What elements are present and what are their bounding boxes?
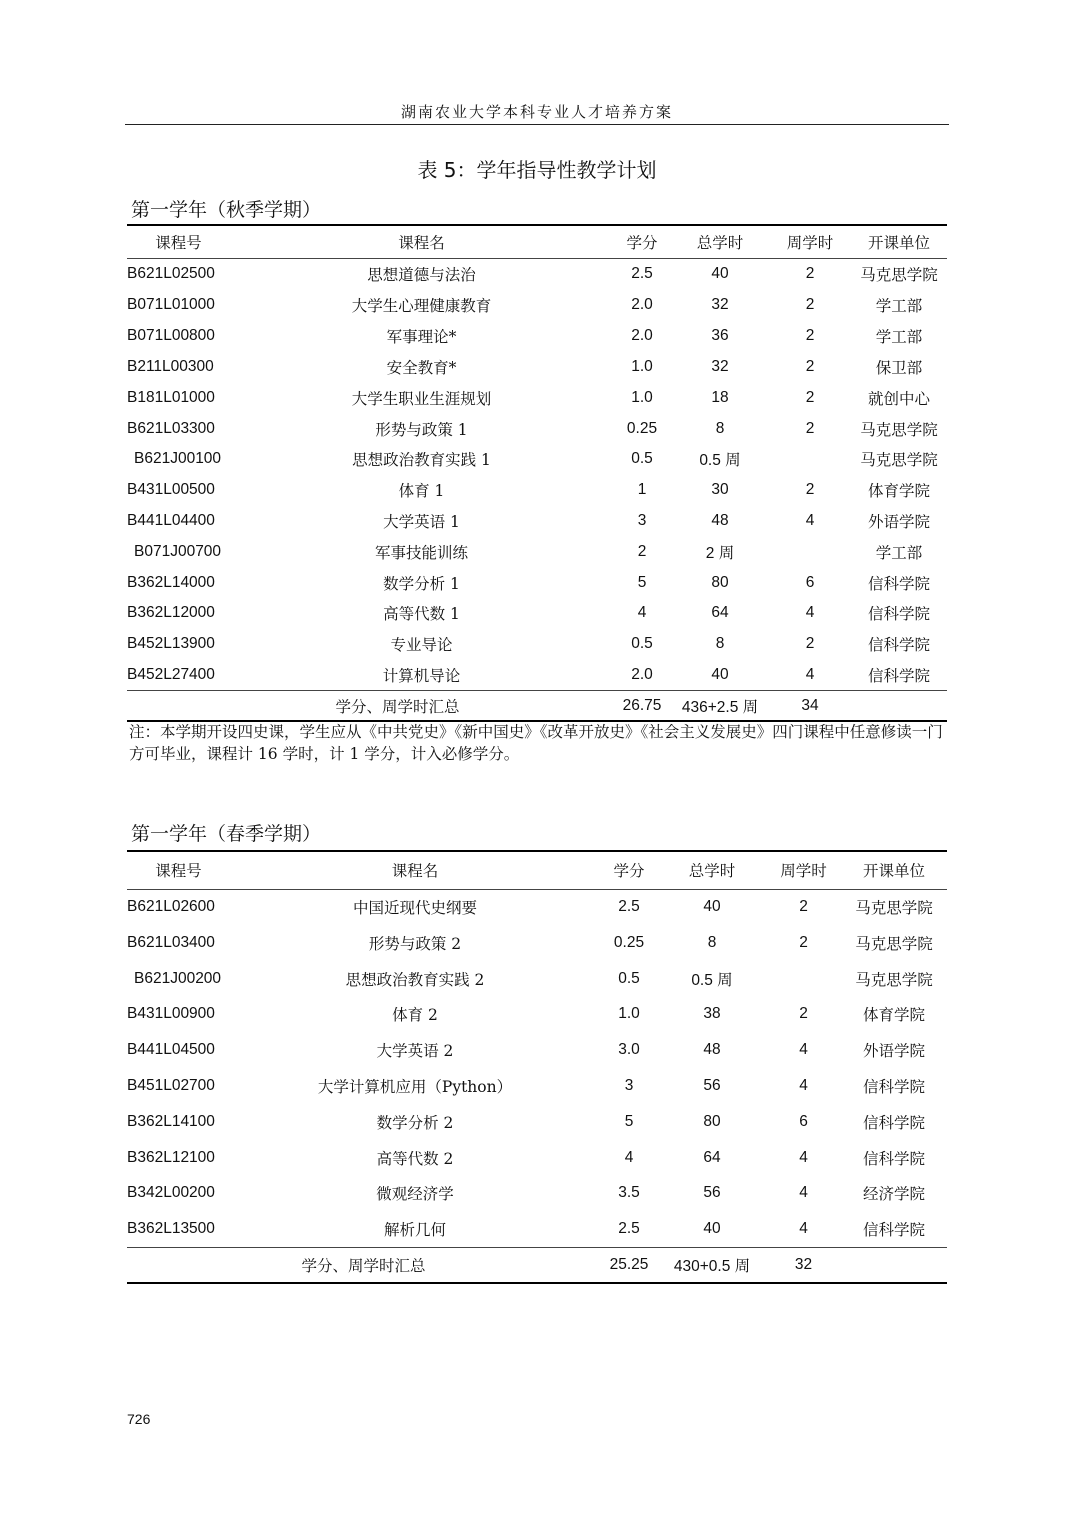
column-header-code: 课程号 bbox=[155, 862, 202, 881]
course-weekly-hours: 4 bbox=[799, 1077, 808, 1095]
table-row bbox=[127, 382, 947, 413]
course-hours: 38 bbox=[703, 1005, 721, 1023]
course-code: B441L04400 bbox=[127, 511, 215, 529]
course-credits: 0.5 bbox=[631, 635, 653, 653]
course-weekly-hours: 4 bbox=[799, 1220, 808, 1238]
course-department: 信科学院 bbox=[862, 1078, 925, 1097]
course-weekly-hours: 2 bbox=[805, 357, 815, 375]
table-row bbox=[127, 1211, 947, 1247]
course-name: 安全教育* bbox=[386, 358, 457, 377]
course-name: 思想道德与法治 bbox=[230, 258, 613, 290]
course-hours: 0.5 周 bbox=[699, 452, 741, 470]
course-code: B071L00800 bbox=[127, 327, 215, 345]
course-credits: 0.5 bbox=[631, 450, 653, 468]
course-code: B452L13900 bbox=[127, 635, 215, 653]
course-credits: 1.0 bbox=[631, 388, 653, 406]
course-hours: 40 bbox=[658, 889, 766, 925]
course-department: 马克思学院 bbox=[855, 970, 933, 989]
table-row bbox=[127, 660, 947, 691]
course-hours: 40 bbox=[703, 1220, 721, 1238]
course-name: 大学计算机应用（Python） bbox=[317, 1078, 513, 1097]
course-name: 军事技能训练 bbox=[374, 543, 468, 562]
table-row bbox=[127, 1140, 947, 1176]
column-header-dept: 开课单位 bbox=[862, 862, 925, 881]
course-weekly-hours: 2 bbox=[766, 889, 841, 925]
column-header-hours: 总学时 bbox=[696, 233, 744, 252]
table-row bbox=[127, 475, 947, 506]
course-weekly-hours: 4 bbox=[805, 665, 815, 683]
course-hours: 18 bbox=[711, 388, 729, 406]
course-hours: 64 bbox=[711, 604, 729, 622]
course-code: B362L12000 bbox=[127, 604, 215, 622]
course-hours: 56 bbox=[703, 1077, 721, 1095]
course-hours: 32 bbox=[711, 296, 729, 314]
course-credits: 3 bbox=[637, 511, 647, 529]
course-department: 信科学院 bbox=[867, 636, 930, 655]
table-row bbox=[127, 598, 947, 629]
course-name: 思想政治教育实践 2 bbox=[345, 970, 485, 989]
course-weekly-hours: 2 bbox=[805, 635, 815, 653]
course-credits: 1.0 bbox=[618, 1005, 640, 1023]
course-name: 数学分析 2 bbox=[376, 1113, 454, 1132]
course-department: 马克思学院 bbox=[841, 889, 947, 925]
course-credits: 4 bbox=[637, 604, 647, 622]
course-weekly-hours: 4 bbox=[799, 1041, 808, 1059]
course-weekly-hours: 4 bbox=[799, 1184, 808, 1202]
table-row bbox=[127, 1068, 947, 1104]
course-code: B451L02700 bbox=[127, 1077, 215, 1095]
course-code: B362L14000 bbox=[127, 573, 215, 591]
course-hours: 64 bbox=[703, 1148, 721, 1166]
spring-semester-heading: 第一学年（春季学期） bbox=[131, 823, 322, 845]
summary-label: 学分、周学时汇总 bbox=[301, 1256, 426, 1275]
course-credits: 2.5 bbox=[600, 889, 658, 925]
column-header-hours: 总学时 bbox=[688, 862, 736, 881]
course-department: 马克思学院 bbox=[855, 934, 933, 953]
table-row bbox=[127, 997, 947, 1033]
course-department: 信科学院 bbox=[862, 1113, 925, 1132]
course-hours: 8 bbox=[715, 419, 725, 437]
summary-hours: 436+2.5 周 bbox=[681, 698, 759, 716]
course-department: 就创中心 bbox=[867, 389, 930, 408]
table-header-row bbox=[127, 851, 947, 889]
course-department: 学工部 bbox=[875, 297, 923, 316]
course-name: 大学英语 1 bbox=[383, 512, 460, 531]
table-row bbox=[127, 1032, 947, 1068]
course-hours: 40 bbox=[711, 665, 729, 683]
course-weekly-hours bbox=[769, 536, 851, 567]
course-code: B362L13500 bbox=[127, 1220, 215, 1238]
spring-course-table bbox=[127, 850, 947, 1284]
course-department: 保卫部 bbox=[875, 358, 923, 377]
course-weekly-hours: 4 bbox=[799, 1148, 808, 1166]
course-code: B181L01000 bbox=[127, 388, 215, 406]
course-weekly-hours bbox=[766, 961, 841, 997]
table-row bbox=[127, 567, 947, 598]
course-name: 计算机导论 bbox=[382, 666, 461, 685]
course-hours: 40 bbox=[671, 258, 769, 290]
course-hours: 8 bbox=[715, 635, 725, 653]
course-department: 信科学院 bbox=[867, 574, 930, 593]
course-hours: 80 bbox=[711, 573, 729, 591]
course-credits: 5 bbox=[624, 1112, 634, 1130]
course-credits: 3 bbox=[624, 1077, 634, 1095]
course-name: 数学分析 1 bbox=[383, 574, 460, 593]
column-header-name: 课程名 bbox=[391, 862, 439, 881]
course-weekly-hours: 2 bbox=[805, 327, 815, 345]
course-credits: 0.5 bbox=[618, 969, 640, 987]
course-weekly-hours bbox=[769, 444, 851, 475]
course-department: 马克思学院 bbox=[860, 420, 938, 439]
table-row bbox=[127, 629, 947, 660]
course-weekly-hours: 2 bbox=[805, 296, 815, 314]
course-code: B342L00200 bbox=[127, 1184, 215, 1202]
course-hours: 8 bbox=[707, 933, 717, 951]
summary-row bbox=[127, 690, 947, 721]
course-name: 大学英语 2 bbox=[376, 1042, 454, 1061]
course-department: 外语学院 bbox=[862, 1042, 925, 1061]
table-caption: 表 5：学年指导性教学计划 bbox=[417, 158, 657, 182]
course-name: 体育 1 bbox=[398, 482, 445, 501]
course-credits: 2.5 bbox=[613, 258, 671, 290]
course-hours: 56 bbox=[703, 1184, 721, 1202]
course-code: B621L02500 bbox=[127, 258, 230, 290]
course-hours: 32 bbox=[711, 357, 729, 375]
summary-hours: 430+0.5 周 bbox=[673, 1257, 751, 1275]
course-weekly-hours: 2 bbox=[769, 258, 851, 290]
course-name: 专业导论 bbox=[390, 636, 453, 655]
course-credits: 2.0 bbox=[631, 296, 653, 314]
column-header-name: 课程名 bbox=[398, 233, 445, 252]
course-name: 思想政治教育实践 1 bbox=[352, 451, 491, 470]
course-department: 马克思学院 bbox=[851, 258, 947, 290]
summary-row bbox=[127, 1247, 947, 1283]
course-code: B071L01000 bbox=[127, 296, 215, 314]
course-code: B441L04500 bbox=[127, 1041, 215, 1059]
course-department: 信科学院 bbox=[867, 605, 930, 624]
course-department: 信科学院 bbox=[867, 666, 930, 685]
course-weekly-hours: 2 bbox=[805, 388, 815, 406]
course-code: B452L27400 bbox=[127, 665, 215, 683]
course-credits: 2 bbox=[637, 542, 647, 560]
course-code: B621J00100 bbox=[134, 450, 222, 468]
course-name: 大学生职业生涯规划 bbox=[351, 389, 492, 408]
course-name: 大学生心理健康教育 bbox=[351, 297, 492, 316]
course-department: 外语学院 bbox=[867, 512, 930, 531]
course-code: B071J00700 bbox=[134, 542, 222, 560]
table-row bbox=[127, 444, 947, 475]
course-weekly-hours: 6 bbox=[805, 573, 815, 591]
course-name: 解析几何 bbox=[383, 1221, 446, 1240]
course-hours: 80 bbox=[703, 1112, 721, 1130]
summary-credits: 26.75 bbox=[622, 696, 662, 714]
course-weekly-hours: 4 bbox=[805, 604, 815, 622]
course-department: 学工部 bbox=[875, 328, 923, 347]
summary-dept bbox=[851, 690, 947, 721]
course-weekly-hours: 2 bbox=[805, 481, 815, 499]
course-credits: 0.25 bbox=[613, 933, 645, 951]
course-credits: 3.5 bbox=[618, 1184, 640, 1202]
course-hours: 0.5 周 bbox=[691, 971, 733, 989]
course-name: 军事理论* bbox=[386, 328, 457, 347]
course-department: 信科学院 bbox=[862, 1221, 925, 1240]
course-weekly-hours: 4 bbox=[805, 511, 815, 529]
course-code: B621L03400 bbox=[127, 933, 215, 951]
course-code: B211L00300 bbox=[127, 357, 214, 375]
table-row bbox=[127, 413, 947, 444]
course-code: B431L00500 bbox=[127, 481, 215, 499]
table-row bbox=[127, 258, 947, 290]
table-row bbox=[127, 889, 947, 925]
course-department: 马克思学院 bbox=[860, 451, 938, 470]
column-header-weekly: 周学时 bbox=[786, 233, 834, 252]
course-credits: 0.25 bbox=[626, 419, 658, 437]
course-hours: 36 bbox=[711, 327, 729, 345]
course-code: B621J00200 bbox=[134, 969, 222, 987]
course-weekly-hours: 2 bbox=[799, 1005, 808, 1023]
running-header: 湖南农业大学本科专业人才培养方案 bbox=[400, 103, 673, 121]
table-row bbox=[127, 506, 947, 537]
course-credits: 2.0 bbox=[631, 327, 653, 345]
course-name: 形势与政策 2 bbox=[368, 934, 462, 953]
course-credits: 4 bbox=[624, 1148, 634, 1166]
course-weekly-hours: 2 bbox=[799, 933, 808, 951]
course-weekly-hours: 6 bbox=[799, 1112, 808, 1130]
summary-label: 学分、周学时汇总 bbox=[335, 697, 460, 716]
table-row bbox=[127, 290, 947, 321]
autumn-semester-heading: 第一学年（秋季学期） bbox=[131, 199, 322, 221]
course-credits: 3.0 bbox=[618, 1041, 640, 1059]
course-credits: 2.0 bbox=[631, 665, 653, 683]
column-header-weekly: 周学时 bbox=[780, 862, 827, 881]
summary-weekly: 34 bbox=[801, 696, 819, 714]
course-credits: 1 bbox=[637, 481, 647, 499]
course-name: 中国近现代史纲要 bbox=[230, 889, 600, 925]
table-row bbox=[127, 352, 947, 383]
course-code: B431L00900 bbox=[127, 1005, 215, 1023]
autumn-note: 注：本学期开设四史课，学生应从《中共党史》《新中国史》《改革开放史》《社会主义发展史》四门课程中任意修读一门方可毕业，课程计 16 学时，计 1 学分，计入必修学分。 bbox=[129, 723, 943, 763]
course-hours: 48 bbox=[711, 511, 729, 529]
table-row bbox=[127, 321, 947, 352]
course-code: B621L02600 bbox=[127, 889, 230, 925]
course-name: 微观经济学 bbox=[376, 1185, 454, 1204]
course-name: 高等代数 2 bbox=[376, 1149, 454, 1168]
course-name: 高等代数 1 bbox=[383, 605, 460, 624]
column-header-credits: 学分 bbox=[613, 862, 645, 881]
table-row bbox=[127, 961, 947, 997]
course-credits: 1.0 bbox=[631, 357, 653, 375]
column-header-credits: 学分 bbox=[626, 233, 658, 252]
table-header-row bbox=[127, 225, 947, 258]
course-hours: 30 bbox=[711, 481, 729, 499]
autumn-course-table bbox=[127, 224, 947, 722]
summary-weekly: 32 bbox=[794, 1255, 813, 1273]
summary-credits: 25.25 bbox=[609, 1255, 649, 1273]
summary-dept bbox=[841, 1247, 947, 1283]
header-rule bbox=[125, 124, 949, 125]
course-department: 体育学院 bbox=[867, 482, 930, 501]
table-row bbox=[127, 1176, 947, 1212]
course-department: 体育学院 bbox=[862, 1006, 925, 1025]
course-department: 经济学院 bbox=[862, 1185, 925, 1204]
table-row bbox=[127, 1104, 947, 1140]
course-name: 体育 2 bbox=[392, 1006, 438, 1025]
course-weekly-hours: 2 bbox=[805, 419, 815, 437]
page-number: 726 bbox=[127, 1411, 151, 1427]
course-code: B621L03300 bbox=[127, 419, 215, 437]
course-name: 形势与政策 1 bbox=[375, 420, 468, 439]
table-row bbox=[127, 536, 947, 567]
course-hours: 2 周 bbox=[705, 544, 735, 562]
table-row bbox=[127, 925, 947, 961]
course-hours: 48 bbox=[703, 1041, 721, 1059]
course-code: B362L14100 bbox=[127, 1112, 215, 1130]
course-credits: 5 bbox=[637, 573, 647, 591]
column-header-dept: 开课单位 bbox=[867, 233, 930, 252]
course-code: B362L12100 bbox=[127, 1148, 215, 1166]
course-credits: 2.5 bbox=[618, 1220, 640, 1238]
course-department: 学工部 bbox=[875, 543, 923, 562]
course-department: 信科学院 bbox=[862, 1149, 925, 1168]
column-header-code: 课程号 bbox=[155, 233, 202, 252]
